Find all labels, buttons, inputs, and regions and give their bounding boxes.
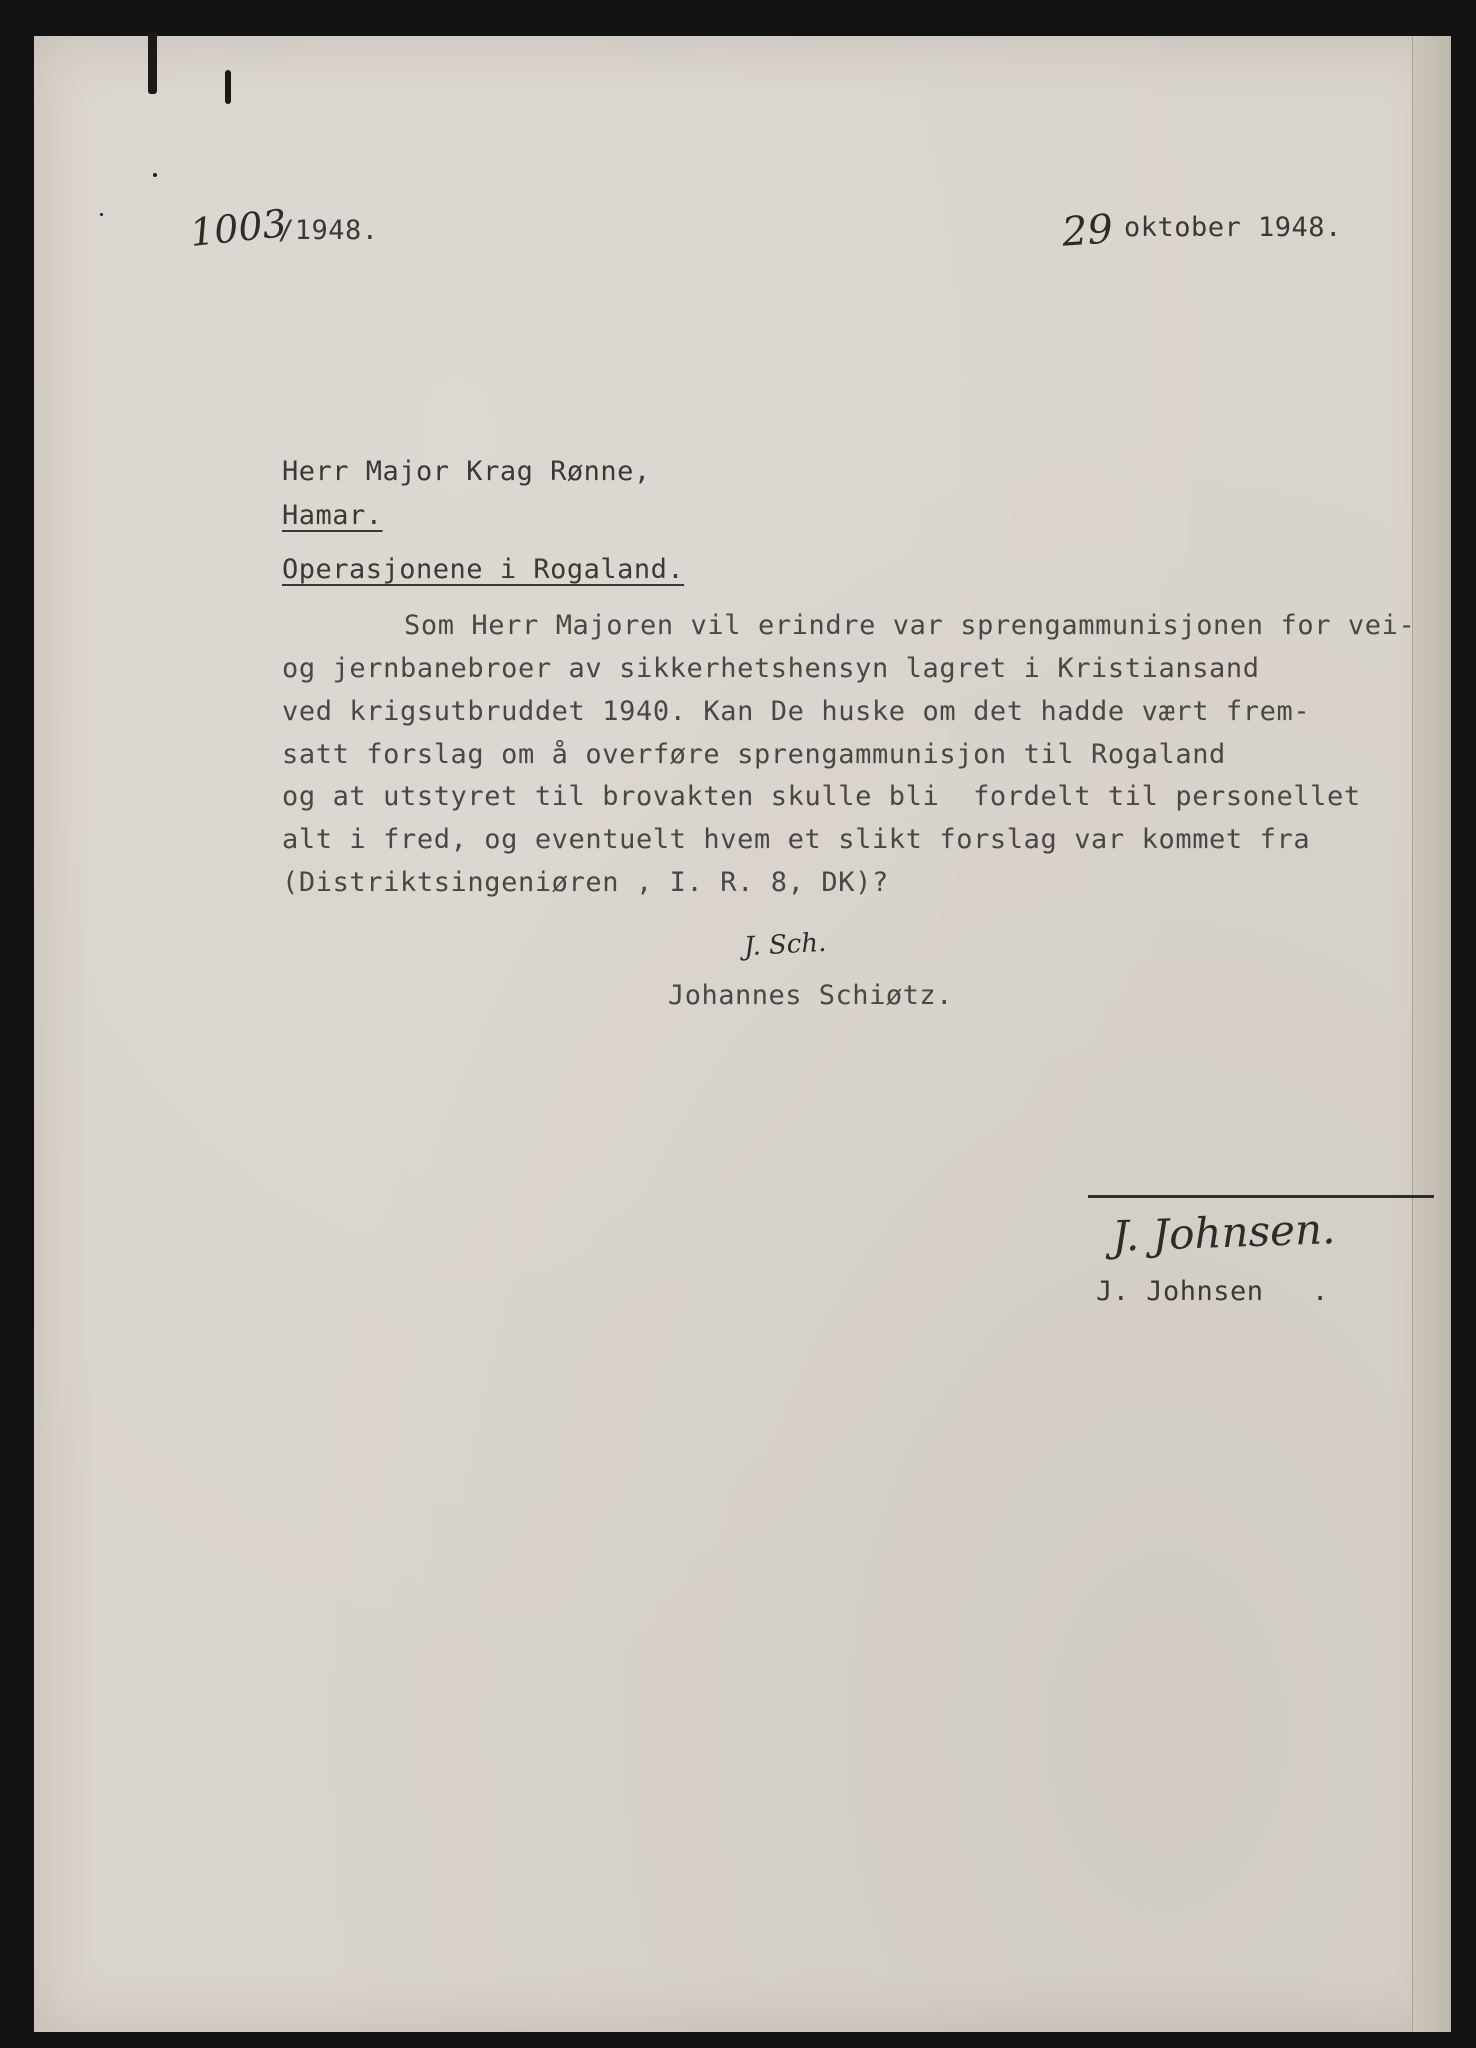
- body-line: og at utstyret til brovakten skulle bli fordelt til personellet: [282, 781, 1361, 812]
- ref-number-handwritten: 1003: [187, 201, 289, 255]
- binding-mark-2: [225, 70, 231, 104]
- speck-mark: [100, 213, 103, 216]
- date-day-handwritten: 29: [1060, 206, 1115, 256]
- body-line: ved krigsutbruddet 1940. Kan De huske om det hadde vært frem-: [282, 696, 1311, 727]
- typed-signature-name: J. Johnsen: [1096, 1276, 1264, 1307]
- initials-handwritten: J. Sch.: [743, 927, 828, 963]
- recipient-place: Hamar.: [282, 500, 383, 531]
- body-line: alt i fred, og eventuelt hvem et slikt forslag var kommet fra: [282, 824, 1311, 855]
- ref-year: /1948.: [278, 215, 379, 246]
- page-edge: [1412, 36, 1451, 2032]
- signature-rule: [1088, 1195, 1434, 1198]
- body-line: (Distriktsingeniøren , I. R. 8, DK)?: [282, 867, 889, 898]
- speck-mark: [153, 173, 157, 177]
- subject-line: Operasjonene i Rogaland.: [282, 554, 685, 585]
- body-line: og jernbanebroer av sikkerhetshensyn lagret i Kristiansand: [282, 653, 1260, 684]
- date-text: oktober 1948.: [1124, 212, 1342, 243]
- document-page: [34, 36, 1450, 2032]
- body-line: satt forslag om å overføre sprengammunisjon til Rogaland: [282, 739, 1226, 770]
- body-line: Som Herr Majoren vil erindre var sprengammunisjonen for vei-: [404, 610, 1416, 641]
- signature-handwritten: J. Johnsen.: [1111, 1204, 1337, 1261]
- recipient-name: Herr Major Krag Rønne,: [282, 456, 651, 487]
- sender-name: Johannes Schiøtz.: [668, 980, 953, 1011]
- typed-signature-dot: .: [1312, 1276, 1329, 1307]
- binding-mark-1: [148, 32, 157, 94]
